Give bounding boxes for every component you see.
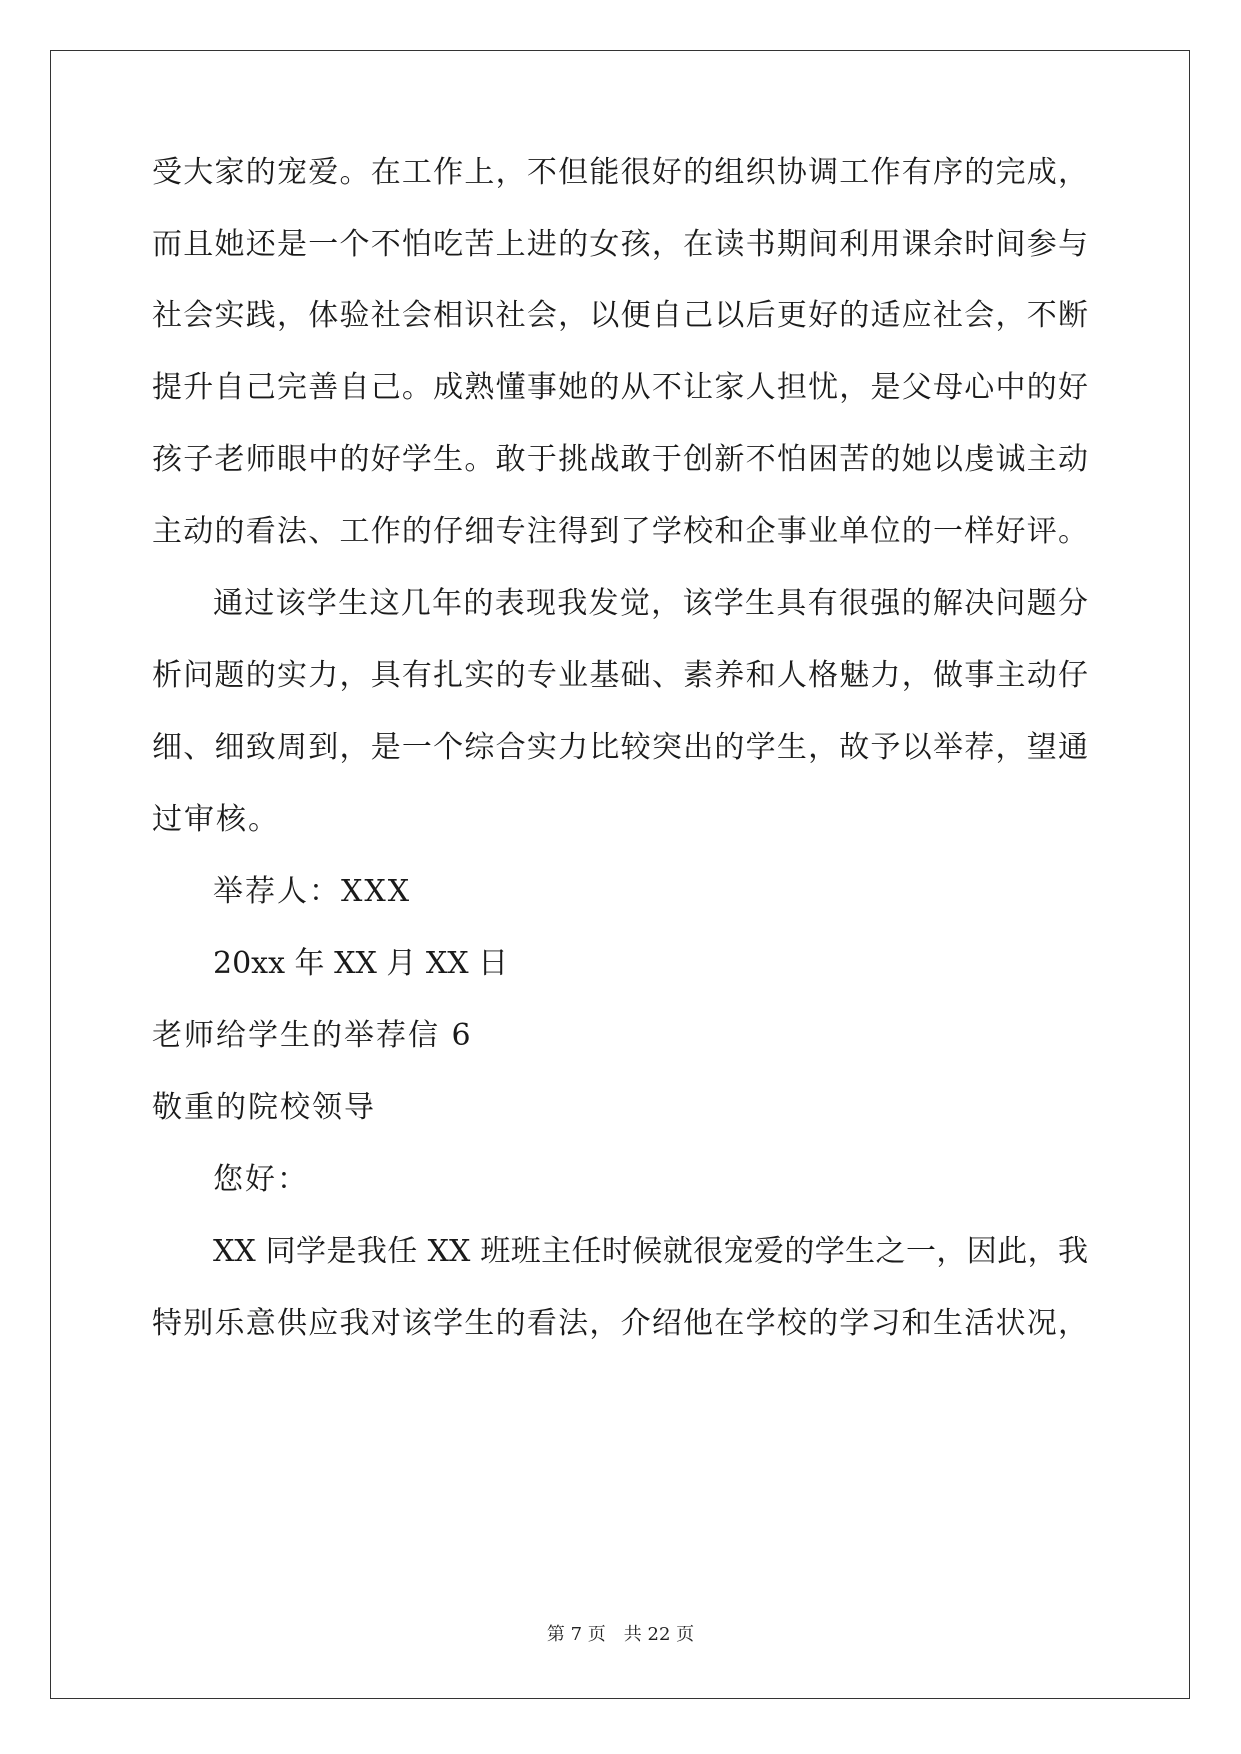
- paragraph-line: 特别乐意供应我对该学生的看法，介绍他在学校的学习和生活状况，: [152, 1306, 1088, 1341]
- paragraph-line: 孩子老师眼中的好学生。敢于挑战敢于创新不怕困苦的她以虔诚主动: [152, 442, 1088, 477]
- paragraph-line: XX 同学是我任 XX 班班主任时候就很宠爱的学生之一，因此，我: [213, 1234, 1088, 1269]
- paragraph-line: 而且她还是一个不怕吃苦上进的女孩，在读书期间利用课余时间参与: [152, 227, 1088, 262]
- paragraph-line: 析问题的实力，具有扎实的专业基础、素养和人格魅力，做事主动仔: [152, 658, 1088, 693]
- greeting: 您好：: [213, 1162, 309, 1197]
- paragraph-line: 受大家的宠爱。在工作上，不但能很好的组织协调工作有序的完成，: [152, 155, 1088, 190]
- page-footer: [0, 1623, 1241, 1647]
- paragraph-line: 主动的看法、工作的仔细专注得到了学校和企事业单位的一样好评。: [152, 514, 1088, 549]
- paragraph-line: 提升自己完善自己。成熟懂事她的从不让家人担忧，是父母心中的好: [152, 370, 1088, 405]
- date-line: 20xx 年 XX 月 XX 日: [213, 946, 509, 981]
- paragraph-line: 过审核。: [152, 802, 280, 837]
- paragraph-line: 社会实践，体验社会相识社会，以便自己以后更好的适应社会，不断: [152, 298, 1088, 333]
- page-total: 共 22 页: [623, 1624, 695, 1645]
- section-title: 老师给学生的举荐信 6: [152, 1018, 473, 1053]
- page-number: 第 7 页: [546, 1624, 606, 1645]
- salutation: 敬重的院校领导: [152, 1090, 376, 1125]
- paragraph-line: 细、细致周到，是一个综合实力比较突出的学生，故予以举荐，望通: [152, 730, 1088, 765]
- recommender-line: 举荐人：XXX: [213, 874, 412, 909]
- paragraph-line: 通过该学生这几年的表现我发觉，该学生具有很强的解决问题分: [213, 586, 1088, 621]
